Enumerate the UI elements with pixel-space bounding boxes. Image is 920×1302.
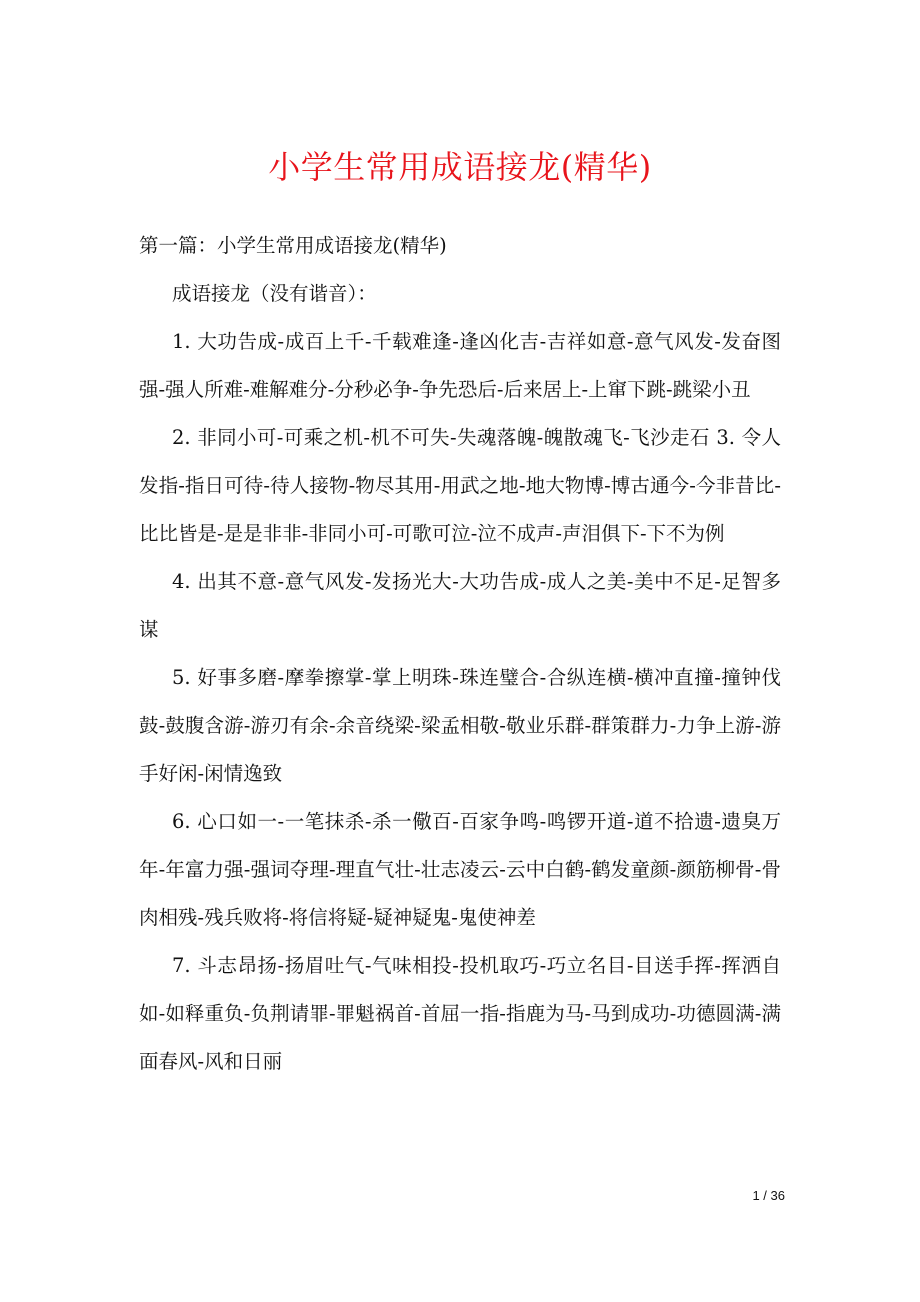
document-title: 小学生常用成语接龙(精华) <box>268 148 652 186</box>
intro-paragraph: 成语接龙（没有谐音）： <box>172 282 377 305</box>
idiom-chain-1: 1. 大功告成-成百上千-千载难逢-逢凶化吉-吉祥如意-意气风发-发奋图强-强人所难-难解难分-分秒必争-争先恐后-后来居上-上窜下跳-跳梁小丑 <box>139 330 781 401</box>
idiom-chain-2-3: 2. 非同小可-可乘之机-机不可失-失魂落魄-魄散魂飞-飞沙走石 3. 令人发指-指日可待-待人接物-物尽其用-用武之地-地大物博-博古通今-今非昔比-比比皆是-是是非非-非同小可-可歌可泣-泣不成声-声泪俱下-下不为例 <box>139 426 781 545</box>
section-heading: 第一篇：小学生常用成语接龙(精华) <box>139 234 447 257</box>
idiom-chain-7: 7. 斗志昂扬-扬眉吐气-气味相投-投机取巧-巧立名目-目送手挥-挥洒自如-如释重负-负荆请罪-罪魁祸首-首屈一指-指鹿为马-马到成功-功德圆满-满面春风-风和日丽 <box>139 954 781 1073</box>
idiom-chain-6: 6. 心口如一-一笔抹杀-杀一儆百-百家争鸣-鸣锣开道-道不拾遗-遗臭万年-年富力强-强词夺理-理直气壮-壮志凌云-云中白鹤-鹤发童颜-颜筋柳骨-骨肉相残-残兵败将-将信将疑-疑神疑鬼-鬼使神差 <box>139 810 781 929</box>
idiom-chain-5: 5. 好事多磨-摩拳擦掌-掌上明珠-珠连璧合-合纵连横-横冲直撞-撞钟伐鼓-鼓腹含游-游刃有余-余音绕梁-梁孟相敬-敬业乐群-群策群力-力争上游-游手好闲-闲情逸致 <box>139 666 781 785</box>
idiom-chain-4: 4. 出其不意-意气风发-发扬光大-大功告成-成人之美-美中不足-足智多谋 <box>139 570 781 641</box>
document-body <box>139 222 781 1086</box>
page-number: 1 / 36 <box>752 1188 785 1203</box>
